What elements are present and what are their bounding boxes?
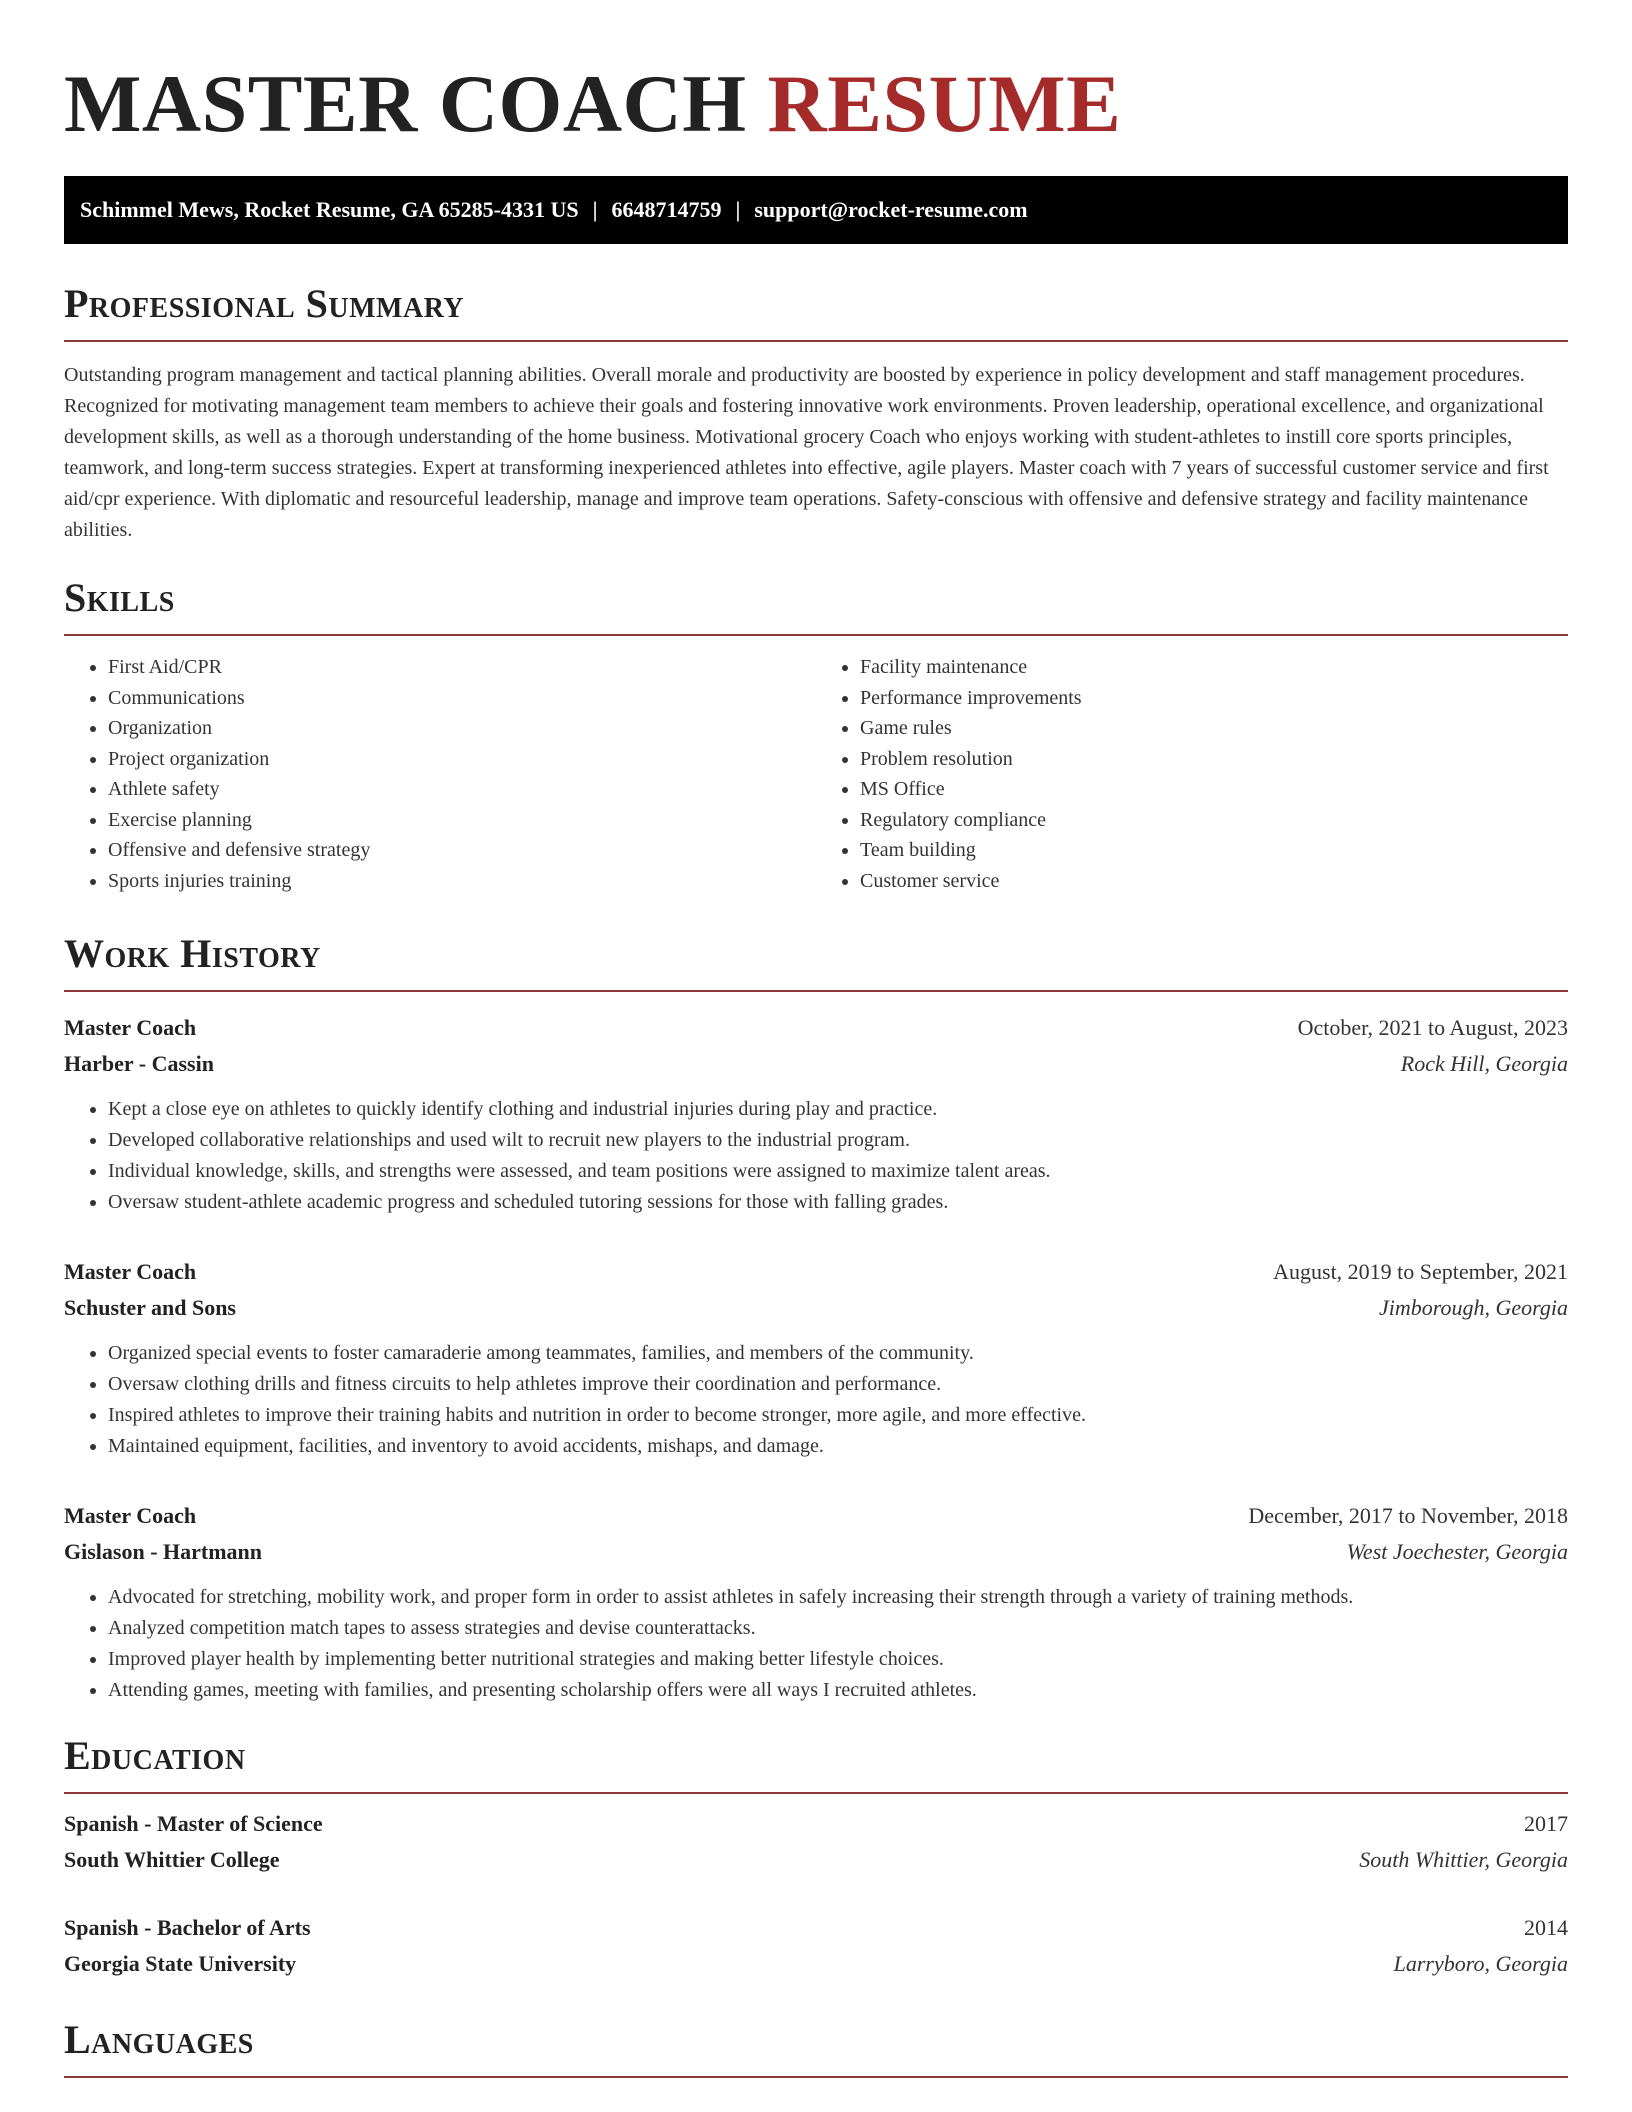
contact-email[interactable]: support@rocket-resume.com [754, 197, 1028, 222]
job-company: Gislason - Hartmann [64, 1539, 263, 1564]
job-entry [64, 1010, 1568, 1218]
job-bullet: • Advocated for stretching, mobility work, and proper form in order to assist athletes in safely increasing their strength through a variety of training methods. [108, 1582, 1568, 1613]
job-bullets [64, 1582, 1568, 1706]
job-title: Master Coach [64, 1259, 197, 1284]
summary-text: Outstanding program management and tactical planning abilities. Overall morale and productivity are boosted by experience in policy development and staff management procedures. Recognized for motivating management team members to achieve their goals and fostering innovative work environments. Proven leadership, operational excellence, and organizational development skills, as well as a thorough understanding of the home business. Motivational grocery Coach who enjoys working with student-athletes to instill core sports principles, teamwork, and long-term success strategies. Expert at transforming inexperienced athletes into effective, agile players. Master coach with 7 years of successful customer service and first aid/cpr experience. With diplomatic and resourceful leadership, manage and improve team operations. Safety-conscious with offensive and defensive strategy and facility maintenance abilities. [64, 364, 1549, 541]
job-company: Harber - Cassin [64, 1051, 214, 1076]
summary-heading: Professional Summary [64, 280, 1568, 342]
title-main: MASTER COACH [64, 58, 747, 149]
summary-section [64, 280, 1568, 546]
education-location: South Whittier, Georgia [1359, 1847, 1568, 1872]
job-bullet: • Organized special events to foster camaraderie among teammates, families, and members of the community. [108, 1338, 1568, 1369]
contact-bar [64, 176, 1568, 244]
job-location: Jimborough, Georgia [1378, 1295, 1568, 1320]
job-company-row [64, 1290, 1568, 1326]
skill-item: • Exercise planning [108, 805, 816, 836]
skill-item: • Regulatory compliance [860, 805, 1568, 836]
skill-item: • Athlete safety [108, 774, 816, 805]
job-bullet: • Maintained equipment, facilities, and inventory to avoid accidents, mishaps, and damage. [108, 1431, 1568, 1462]
job-bullet: • Developed collaborative relationships and used wilt to recruit new players to the industrial program. [108, 1125, 1568, 1156]
education-entry [64, 1910, 1568, 1982]
education-location: Larryboro, Georgia [1393, 1951, 1568, 1976]
job-bullets [64, 1338, 1568, 1462]
skill-item: • First Aid/CPR [108, 652, 816, 683]
job-title: Master Coach [64, 1015, 197, 1040]
job-dates: August, 2019 to September, 2021 [1273, 1259, 1568, 1284]
title-accent: RESUME [767, 58, 1122, 149]
job-company-row [64, 1534, 1568, 1570]
skills-heading: Skills [64, 574, 1568, 636]
education-degree-row [64, 1910, 1568, 1946]
job-company-row [64, 1046, 1568, 1082]
skill-item: • Customer service [860, 866, 1568, 897]
resume-title [64, 56, 1568, 160]
job-bullet: • Improved player health by implementing better nutritional strategies and making better lifestyle choices. [108, 1644, 1568, 1675]
skill-item: • MS Office [860, 774, 1568, 805]
job-location: Rock Hill, Georgia [1400, 1051, 1568, 1076]
education-school: Georgia State University [64, 1951, 297, 1976]
job-bullet: • Kept a close eye on athletes to quickly identify clothing and industrial injuries during play and practice. [108, 1094, 1568, 1125]
skill-item: • Offensive and defensive strategy [108, 835, 816, 866]
education-degree-row [64, 1806, 1568, 1842]
work-history-heading: Work History [64, 930, 1568, 992]
languages-section [64, 2016, 1568, 2078]
skills-columns [64, 652, 1568, 896]
job-dates: December, 2017 to November, 2018 [1248, 1503, 1568, 1528]
job-entry [64, 1498, 1568, 1706]
contact-separator: | [735, 197, 741, 222]
job-dates: October, 2021 to August, 2023 [1297, 1015, 1568, 1040]
education-school-row [64, 1946, 1568, 1982]
education-degree: Spanish - Bachelor of Arts [64, 1915, 311, 1940]
skill-item: • Communications [108, 683, 816, 714]
job-bullet: • Attending games, meeting with families, and presenting scholarship offers were all ways I recruited athletes. [108, 1675, 1568, 1706]
skills-section [64, 574, 1568, 896]
skill-item: • Problem resolution [860, 744, 1568, 775]
education-school: South Whittier College [64, 1847, 280, 1872]
job-bullet: • Individual knowledge, skills, and strengths were assessed, and team positions were assigned to maximize talent areas. [108, 1156, 1568, 1187]
job-bullet: • Inspired athletes to improve their training habits and nutrition in order to become stronger, more agile, and more effective. [108, 1400, 1568, 1431]
job-header-row [64, 1254, 1568, 1290]
education-heading: Education [64, 1732, 1568, 1794]
skill-item: • Team building [860, 835, 1568, 866]
work-history-section [64, 930, 1568, 1706]
education-degree: Spanish - Master of Science [64, 1811, 323, 1836]
job-bullet: • Analyzed competition match tapes to assess strategies and devise counterattacks. [108, 1613, 1568, 1644]
job-bullet: • Oversaw student-athlete academic progress and scheduled tutoring sessions for those with falling grades. [108, 1187, 1568, 1218]
education-section [64, 1732, 1568, 1982]
job-company: Schuster and Sons [64, 1295, 236, 1320]
job-header-row [64, 1010, 1568, 1046]
skill-item: • Facility maintenance [860, 652, 1568, 683]
skills-list-right [816, 652, 1568, 896]
job-title: Master Coach [64, 1503, 197, 1528]
job-bullets [64, 1094, 1568, 1218]
education-entry [64, 1806, 1568, 1878]
skill-item: • Sports injuries training [108, 866, 816, 897]
skill-item: • Game rules [860, 713, 1568, 744]
job-location: West Joechester, Georgia [1346, 1539, 1568, 1564]
skill-item: • Organization [108, 713, 816, 744]
education-school-row [64, 1842, 1568, 1878]
contact-phone[interactable]: 6648714759 [611, 197, 722, 222]
skill-item: • Project organization [108, 744, 816, 775]
job-bullet: • Oversaw clothing drills and fitness circuits to help athletes improve their coordination and performance. [108, 1369, 1568, 1400]
contact-separator: | [592, 197, 598, 222]
skills-list-left [64, 652, 816, 896]
education-year: 2017 [1524, 1811, 1568, 1836]
job-entry [64, 1254, 1568, 1462]
languages-heading: Languages [64, 2016, 1568, 2078]
skill-item: • Performance improvements [860, 683, 1568, 714]
job-header-row [64, 1498, 1568, 1534]
contact-address: Schimmel Mews, Rocket Resume, GA 65285-4331 US [80, 197, 579, 222]
education-year: 2014 [1524, 1915, 1568, 1940]
